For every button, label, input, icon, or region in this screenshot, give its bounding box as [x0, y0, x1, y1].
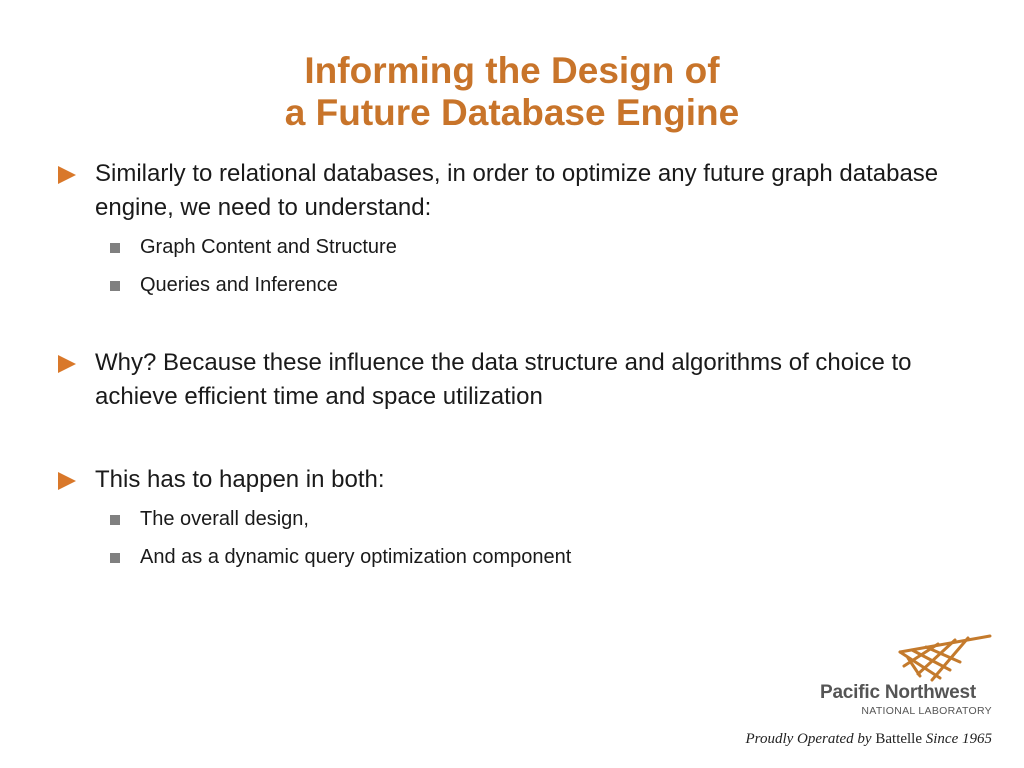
- tagline-brand: Battelle: [875, 731, 923, 747]
- triangle-bullet-icon: [58, 472, 76, 490]
- square-bullet-icon: [110, 281, 120, 291]
- square-bullet-icon: [110, 243, 120, 253]
- sub-bullet-item: [110, 543, 571, 571]
- sub-bullet-text: Graph Content and Structure: [140, 236, 397, 258]
- bullet-item: [58, 346, 988, 414]
- triangle-bullet-icon: [58, 355, 76, 373]
- sub-bullet-item: [110, 505, 309, 533]
- slide-title: [0, 50, 1024, 134]
- triangle-bullet-icon: [58, 166, 76, 184]
- bullet-item: [58, 157, 988, 225]
- bullet-text: Why? Because these influence the data structure and algorithms of choice to achieve efficient time and space utilization: [95, 349, 912, 410]
- org-subtitle: NATIONAL LABORATORY: [861, 705, 992, 717]
- sub-bullet-item: [110, 233, 397, 261]
- org-name: Pacific Northwest: [819, 682, 976, 703]
- square-bullet-icon: [110, 515, 120, 525]
- battelle-tagline: [746, 731, 992, 748]
- bullet-item: [58, 463, 988, 497]
- tagline-suffix: Since 1965: [925, 731, 992, 747]
- title-line-1: Informing the Design of: [304, 50, 720, 91]
- square-bullet-icon: [110, 553, 120, 563]
- sub-bullet-item: [110, 271, 338, 299]
- sub-bullet-text: The overall design,: [140, 508, 309, 530]
- bullet-text: This has to happen in both:: [95, 466, 385, 493]
- tagline-prefix: Proudly Operated by: [745, 731, 872, 747]
- bullet-text: Similarly to relational databases, in order to optimize any future graph database engine, we need to understand:: [95, 160, 939, 221]
- title-line-2: a Future Database Engine: [284, 92, 740, 133]
- sub-bullet-text: And as a dynamic query optimization component: [140, 546, 572, 568]
- sub-bullet-text: Queries and Inference: [140, 274, 338, 296]
